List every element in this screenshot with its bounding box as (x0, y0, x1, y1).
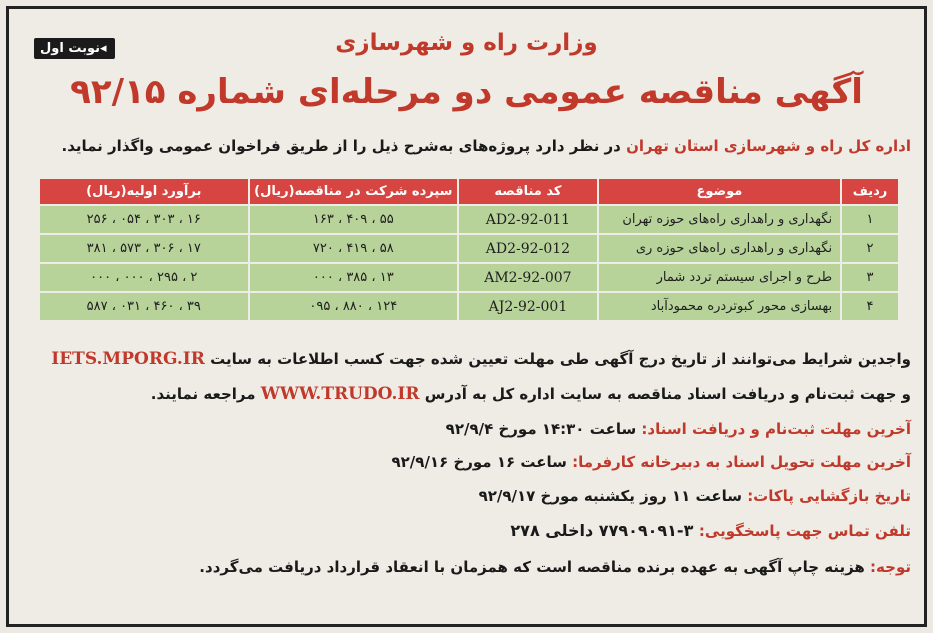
table-header-row (39, 178, 899, 205)
contact-phone-label: تلفن تماس جهت پاسخگویی: (698, 522, 911, 540)
opening-date-label: تاریخ بازگشایی پاکات: (747, 487, 911, 505)
info-site-text: واجدین شرایط می‌توانند از تاریخ درج آگهی طی مهلت تعیین شده جهت کسب اطلاعات به سایت (204, 350, 911, 368)
header-estimate: برآورد اولیه(ریال) (39, 178, 249, 205)
contact-phone-value: ۳-۷۷۹۰۹۰۹۱ داخلی ۲۷۸ (510, 521, 699, 540)
tender-headline: آگهی مناقصه عمومی دو مرحله‌ای شماره ۹۲/۱۵ (70, 72, 863, 112)
cell-deposit: ۵۵ ، ۴۰۹ ، ۱۶۳ (249, 205, 459, 234)
cell-deposit: ۱۲۴ ، ۸۸۰ ، ۰۹۵ (249, 292, 459, 321)
cell-code: AD2-92-011 (458, 205, 598, 234)
intro-text: در نظر دارد پروژه‌های به‌شرح ذیل را از طریق فراخوان عمومی واگذار نماید. (61, 137, 627, 155)
cell-code: AM2-92-007 (458, 263, 598, 292)
register-site-text-end: مراجعه نمایند. (150, 385, 261, 403)
info-site-line (30, 349, 911, 369)
payment-note-text: هزینه چاپ آگهی به عهده برنده مناقصه است که همزمان با انعقاد قرارداد دریافت می‌گردد. (199, 558, 871, 576)
cell-subject: طرح و اجرای سیستم تردد شمار (598, 263, 841, 292)
cell-estimate: ۳۹ ، ۴۶۰ ، ۰۳۱ ، ۵۸۷ (39, 292, 249, 321)
header-deposit: سپرده شرکت در مناقصه(ریال) (249, 178, 459, 205)
cell-estimate: ۱۷ ، ۳۰۶ ، ۵۷۳ ، ۳۸۱ (39, 234, 249, 263)
cell-code: AD2-92-012 (458, 234, 598, 263)
registration-deadline (30, 420, 911, 438)
submission-deadline (30, 453, 911, 471)
cell-subject: بهسازی محور کبوتردره محمودآباد (598, 292, 841, 321)
cell-deposit: ۱۳ ، ۳۸۵ ، ۰۰۰ (249, 263, 459, 292)
badge-arrow-icon: ◂ (100, 41, 107, 56)
badge-label: نوبت اول (40, 41, 101, 56)
cell-row-no: ۲ (841, 234, 899, 263)
cell-deposit: ۵۸ ، ۴۱۹ ، ۷۲۰ (249, 234, 459, 263)
cell-row-no: ۱ (841, 205, 899, 234)
header-code: کد مناقصه (458, 178, 598, 205)
iets-site-link[interactable]: IETS.MPORG.IR (51, 349, 205, 369)
submission-deadline-value: ساعت ۱۶ مورخ ۹۲/۹/۱۶ (391, 453, 573, 471)
contact-phone (30, 521, 911, 540)
intro-org: اداره کل راه و شهرسازی استان تهران (626, 137, 911, 155)
header-row-no: ردیف (841, 178, 899, 205)
ministry-title: وزارت راه و شهرسازی (335, 30, 598, 56)
cell-subject: نگهداری و راهداری راه‌های حوزه تهران (598, 205, 841, 234)
cell-row-no: ۴ (841, 292, 899, 321)
cell-row-no: ۳ (841, 263, 899, 292)
submission-deadline-label: آخرین مهلت تحویل اسناد به دبیرخانه کارفرما: (572, 453, 911, 471)
table-row (39, 292, 899, 321)
opening-date-value: ساعت ۱۱ روز یکشنبه مورخ ۹۲/۹/۱۷ (478, 487, 748, 505)
trudo-site-link[interactable]: WWW.TRUDO.IR (260, 384, 420, 404)
payment-note (30, 558, 911, 576)
intro-paragraph (40, 137, 911, 155)
table-row (39, 205, 899, 234)
cell-subject: نگهداری و راهداری راه‌های حوزه ری (598, 234, 841, 263)
tender-table (38, 177, 900, 322)
opening-date (30, 487, 911, 505)
table-row (39, 263, 899, 292)
cell-estimate: ۲ ، ۲۹۵ ، ۰۰۰ ، ۰۰۰ (39, 263, 249, 292)
cell-code: AJ2-92-001 (458, 292, 598, 321)
registration-deadline-label: آخرین مهلت ثبت‌نام و دریافت اسناد: (641, 420, 911, 438)
table-row (39, 234, 899, 263)
register-site-line (30, 384, 911, 404)
registration-deadline-value: ساعت ۱۴:۳۰ مورخ ۹۲/۹/۴ (445, 420, 642, 438)
payment-note-label: توجه: (870, 558, 911, 576)
header-subject: موضوع (598, 178, 841, 205)
cell-estimate: ۱۶ ، ۳۰۳ ، ۰۵۴ ، ۲۵۶ (39, 205, 249, 234)
register-site-text: و جهت ثبت‌نام و دریافت اسناد مناقصه به سایت اداره کل به آدرس (419, 385, 911, 403)
